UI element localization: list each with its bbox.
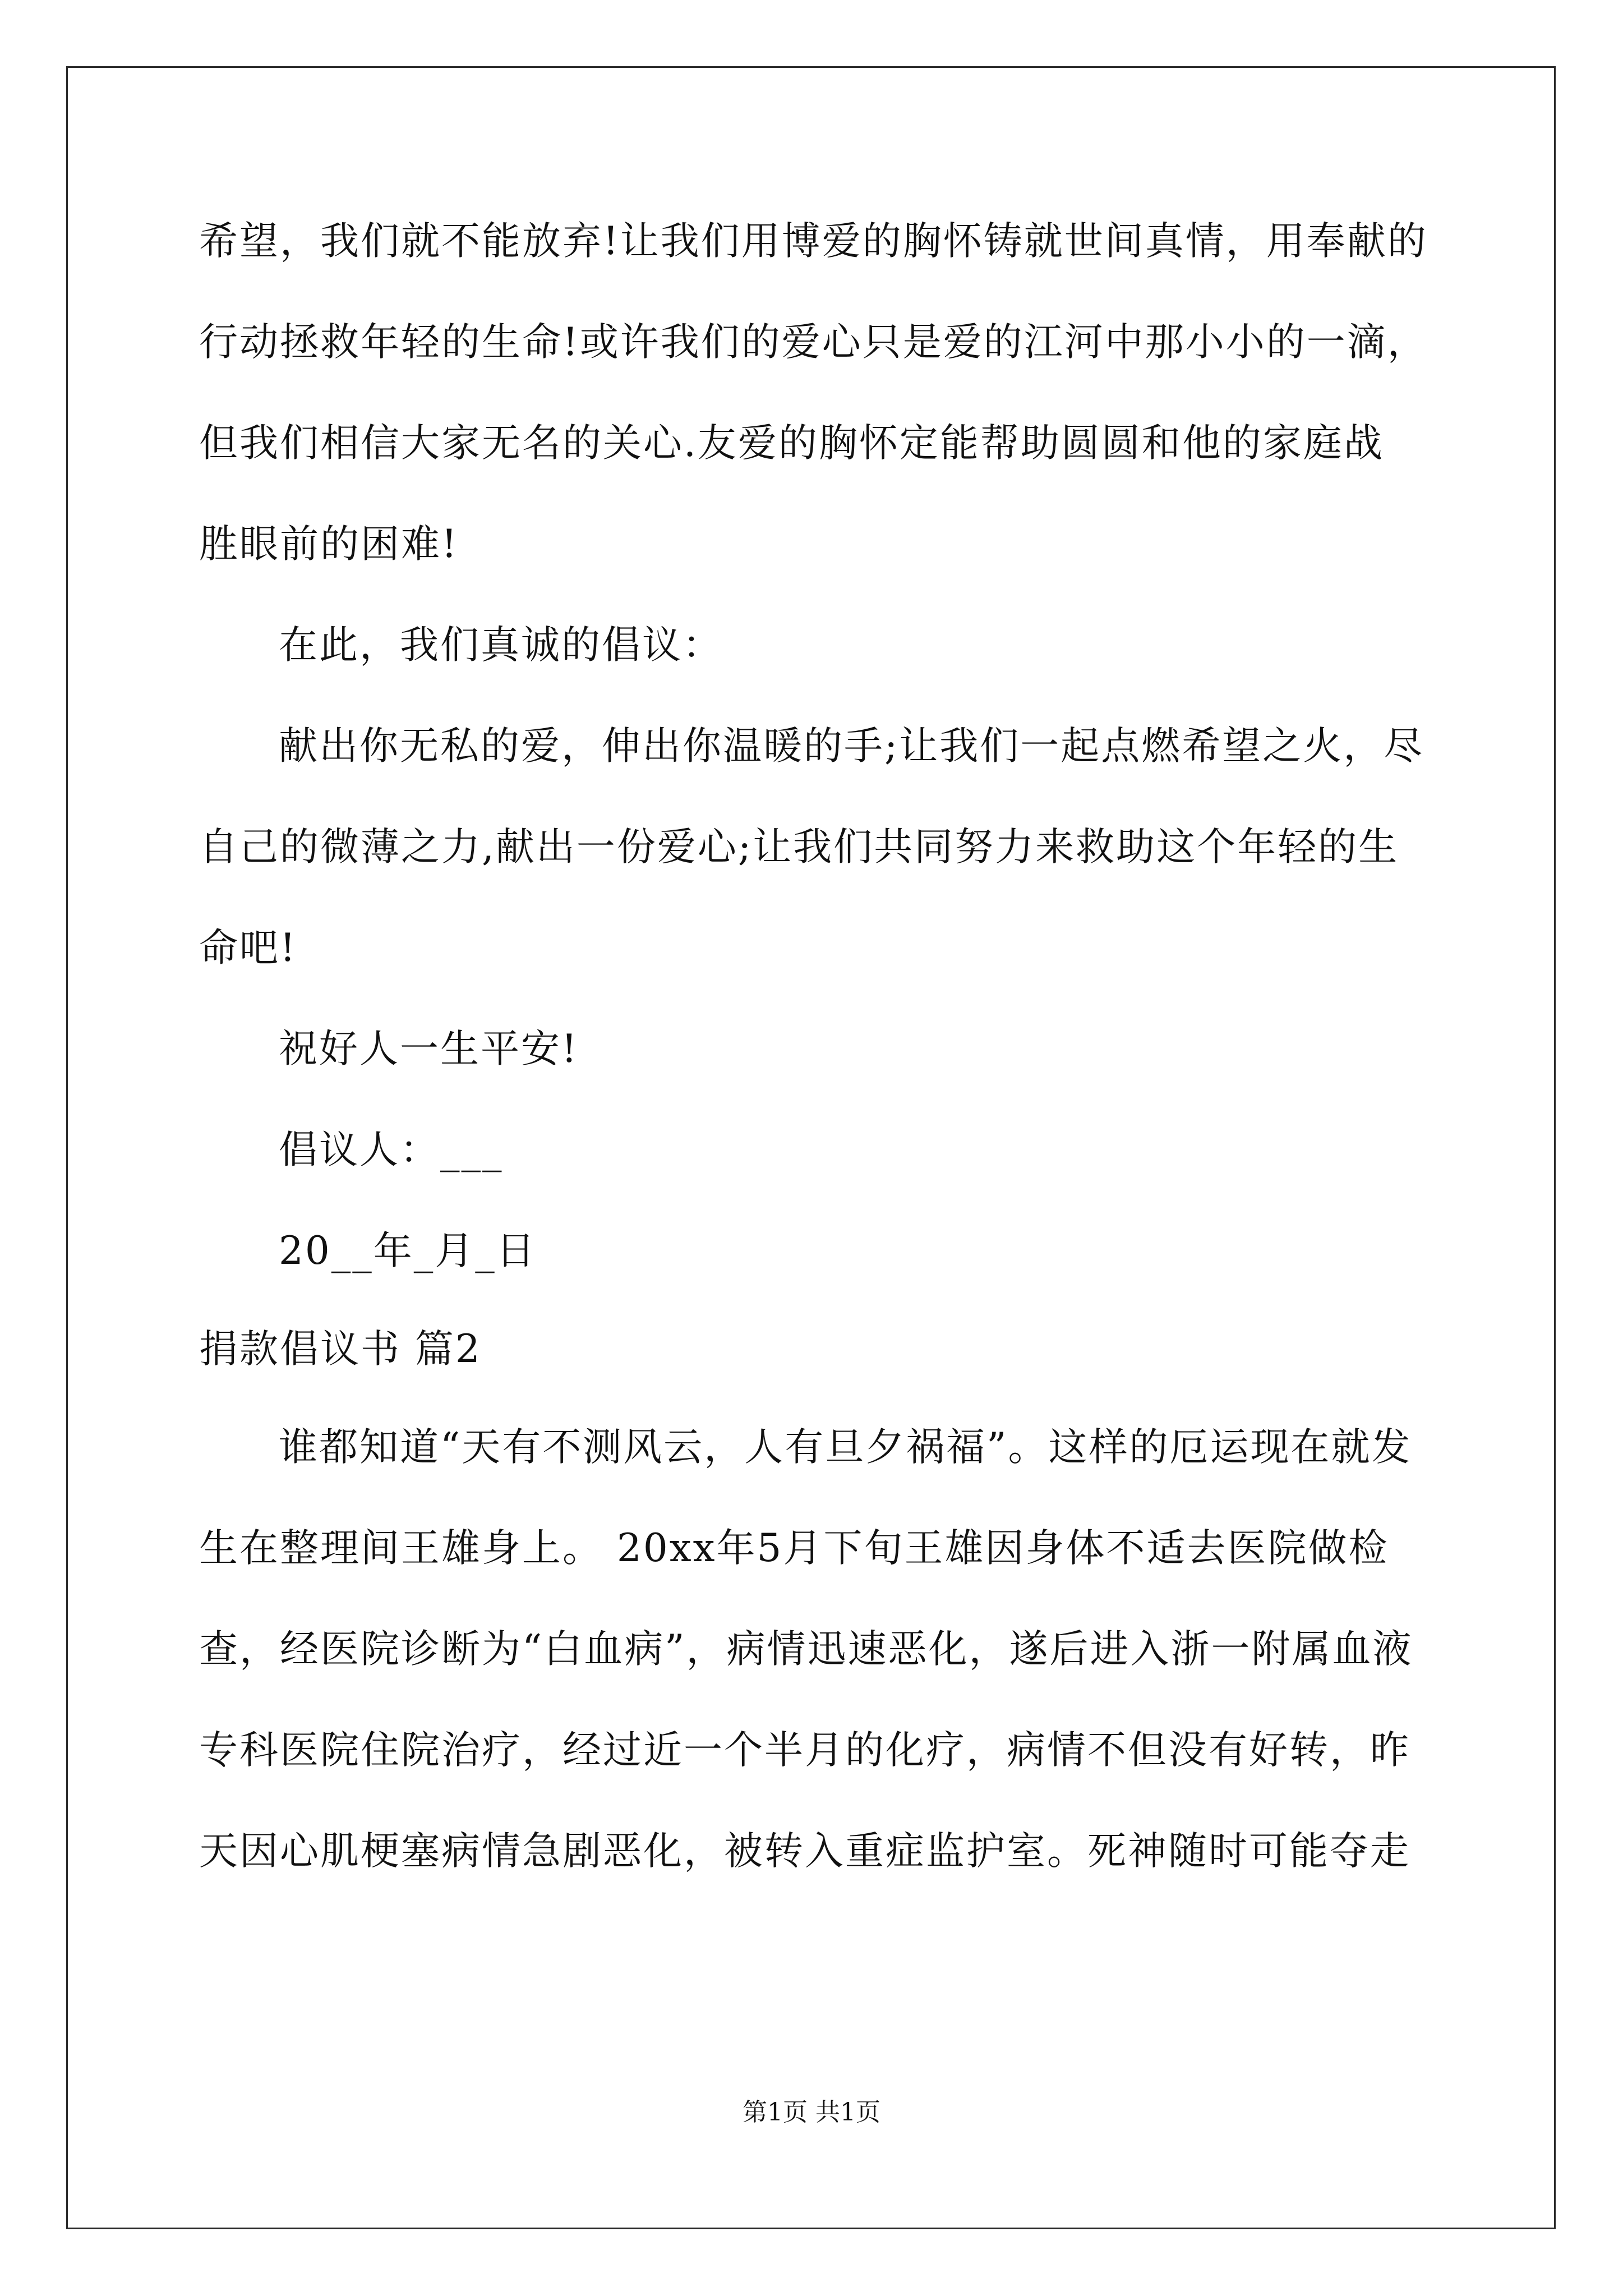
text-line: 谁都知道“天有不测风云，人有旦夕祸福”。这样的厄运现在就发 [279,1425,1412,1470]
text-line: 20__年_月_日 [279,1228,537,1273]
text-line: 自己的微薄之力,献出一份爱心;让我们共同努力来救助这个年轻的生 [199,825,1399,869]
text-line: 在此，我们真诚的倡议： [279,623,723,668]
page-footer: 第1页 共1页 [743,2098,880,2127]
text-line: 希望，我们就不能放弃!让我们用博爱的胸怀铸就世间真情，用奉献的 [199,219,1428,264]
section-heading: 捐款倡议书 篇2 [199,1327,482,1372]
text-line: 献出你无私的爱，伸出你温暖的手;让我们一起点燃希望之火，尽 [279,724,1424,769]
text-line: 倡议人：___ [279,1128,504,1172]
text-line: 但我们相信大家无名的关心.友爱的胸怀定能帮助圆圆和他的家庭战 [199,421,1384,466]
text-line: 天因心肌梗塞病情急剧恶化，被转入重症监护室。死神随时可能夺走 [199,1829,1410,1874]
text-line: 专科医院住院治疗，经过近一个半月的化疗，病情不但没有好转，昨 [199,1728,1410,1773]
text-line: 行动拯救年轻的生命!或许我们的爱心只是爱的江河中那小小的一滴， [199,320,1428,365]
text-line: 生在整理间王雄身上。 20xx年5月下旬王雄因身体不适去医院做检 [199,1526,1389,1571]
text-line: 查，经医院诊断为“白血病”，病情迅速恶化，遂后进入浙一附属血液 [199,1627,1413,1672]
text-line: 胜眼前的困难! [199,522,459,567]
text-line: 命吧! [199,926,297,970]
text-line: 祝好人一生平安! [279,1027,579,1071]
